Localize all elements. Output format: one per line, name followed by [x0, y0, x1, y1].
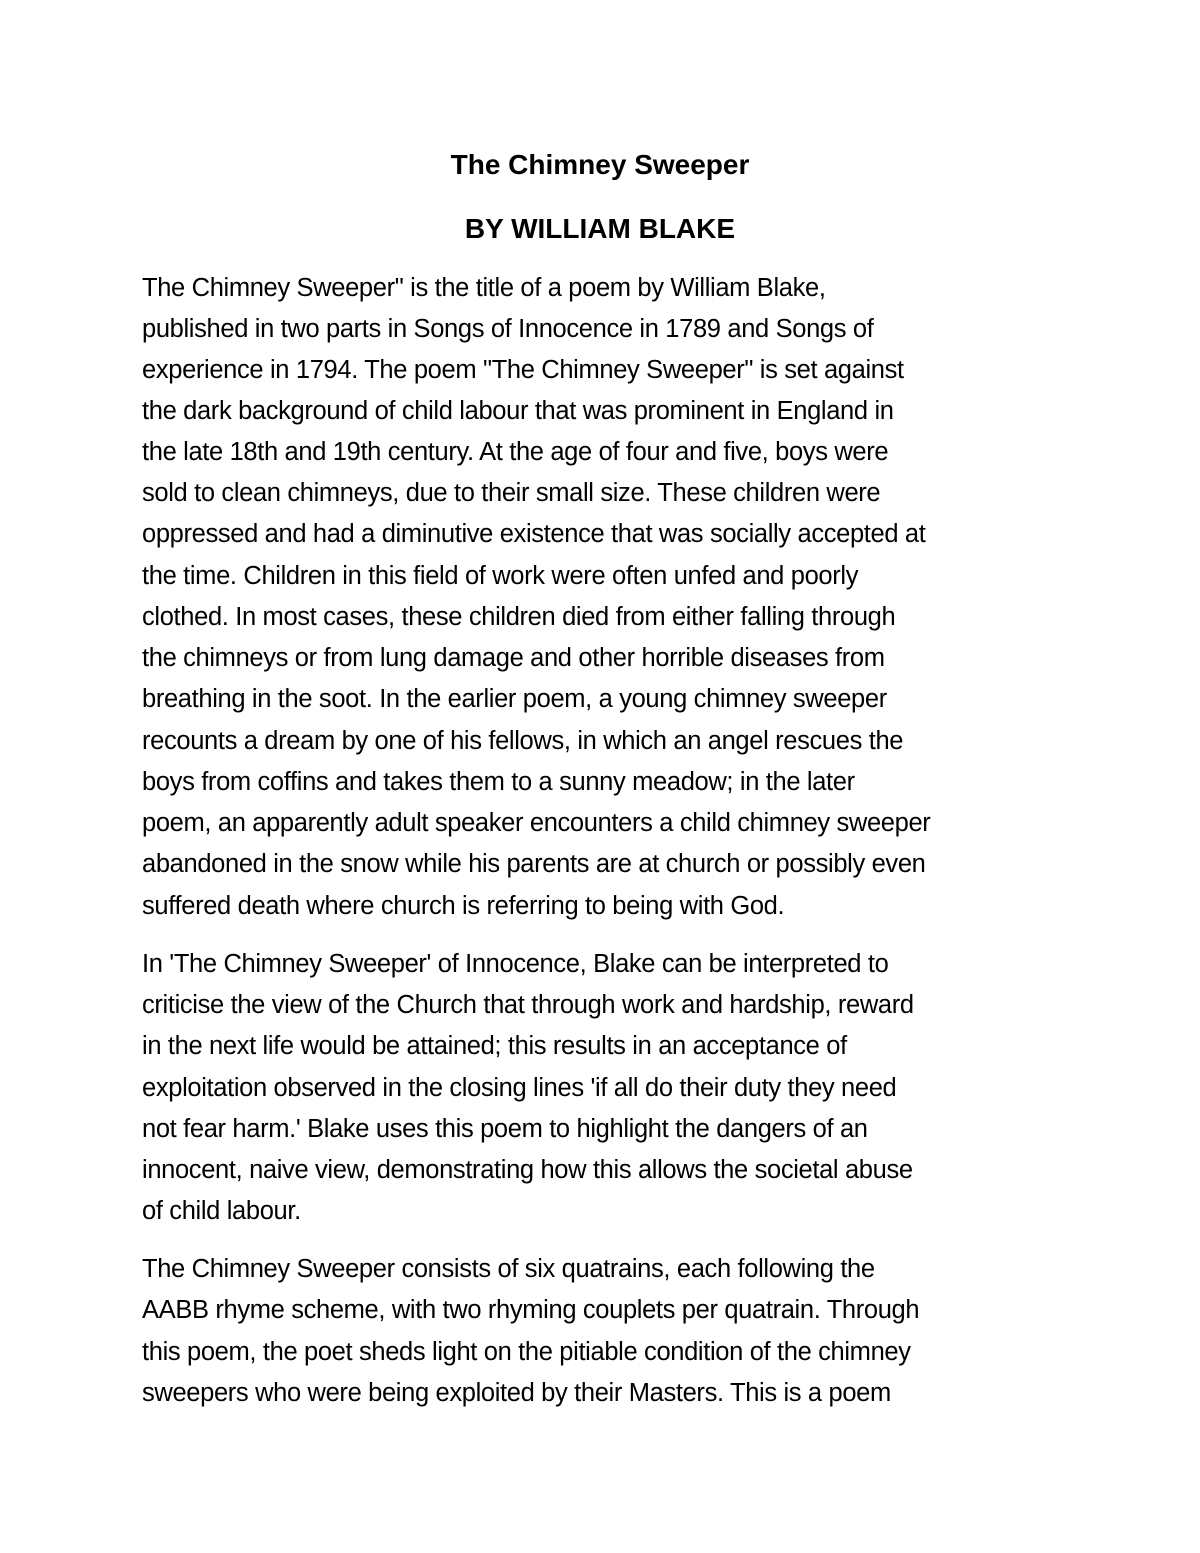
paragraph-line: the dark background of child labour that was prominent in England in — [142, 397, 894, 425]
paragraph-line: sold to clean chimneys, due to their small size. These children were — [142, 479, 881, 507]
paragraph-line: oppressed and had a diminutive existence that was socially accepted at — [142, 520, 926, 548]
paragraph-line: in the next life would be attained; this results in an acceptance of — [142, 1032, 847, 1060]
paragraph-line: AABB rhyme scheme, with two rhyming couplets per quatrain. Through — [142, 1296, 920, 1324]
paragraph-line: the late 18th and 19th century. At the age of four and five, boys were — [142, 438, 889, 466]
paragraph-line: The Chimney Sweeper" is the title of a poem by William Blake, — [142, 274, 826, 302]
paragraph-line: experience in 1794. The poem "The Chimney Sweeper" is set against — [142, 356, 904, 384]
document-byline: BY WILLIAM BLAKE — [464, 213, 736, 244]
paragraph-line: In 'The Chimney Sweeper' of Innocence, Blake can be interpreted to — [142, 950, 889, 978]
paragraph-line: suffered death where church is referring to being with God. — [142, 892, 785, 920]
paragraph-line: breathing in the soot. In the earlier poem, a young chimney sweeper — [142, 685, 887, 713]
paragraph-line: this poem, the poet sheds light on the pitiable condition of the chimney — [142, 1338, 911, 1366]
paragraph-line: the time. Children in this field of work were often unfed and poorly — [142, 562, 859, 590]
paragraph-line: criticise the view of the Church that through work and hardship, reward — [142, 991, 914, 1019]
paragraph-line: innocent, naive view, demonstrating how this allows the societal abuse — [142, 1156, 913, 1184]
paragraph-line: abandoned in the snow while his parents are at church or possibly even — [142, 850, 926, 878]
paragraph-line: recounts a dream by one of his fellows, in which an angel rescues the — [142, 727, 904, 755]
paragraph-line: clothed. In most cases, these children died from either falling through — [142, 603, 896, 631]
paragraph-line: The Chimney Sweeper consists of six quatrains, each following the — [142, 1255, 875, 1283]
paragraph-line: boys from coffins and takes them to a sunny meadow; in the later — [142, 768, 855, 796]
paragraph-line: sweepers who were being exploited by their Masters. This is a poem — [142, 1379, 891, 1407]
paragraph-line: exploitation observed in the closing lines 'if all do their duty they need — [142, 1074, 897, 1102]
paragraph-line: not fear harm.' Blake uses this poem to highlight the dangers of an — [142, 1115, 868, 1143]
document-title: The Chimney Sweeper — [450, 149, 750, 180]
paragraph-line: the chimneys or from lung damage and other horrible diseases from — [142, 644, 885, 672]
paragraph-line: poem, an apparently adult speaker encounters a child chimney sweeper — [142, 809, 931, 837]
paragraph-line: of child labour. — [142, 1197, 301, 1225]
paragraph-line: published in two parts in Songs of Innocence in 1789 and Songs of — [142, 315, 874, 343]
